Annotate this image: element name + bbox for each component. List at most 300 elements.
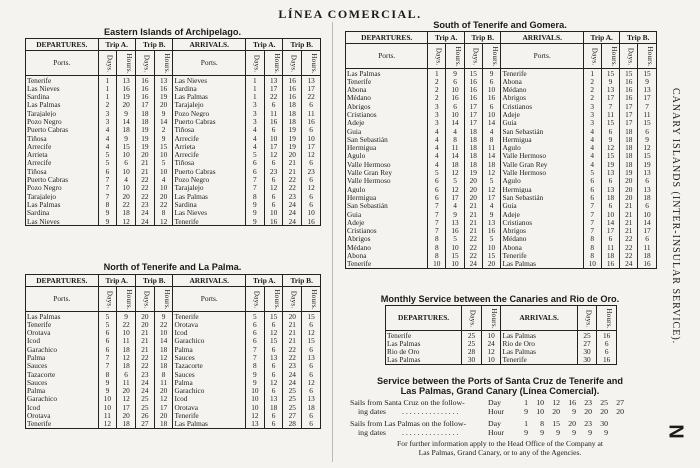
header-hours — [481, 306, 501, 331]
schedule-value: 17 — [464, 110, 482, 118]
schedule-value: 9 — [601, 135, 620, 143]
schedule-value: 6 — [601, 202, 620, 210]
schedule-value: 17 — [638, 94, 657, 102]
table-row — [386, 339, 617, 347]
schedule-value: 21 — [283, 167, 302, 175]
schedule-value: 20 — [136, 312, 155, 321]
header-hours — [117, 287, 136, 312]
schedule-value: 12 — [302, 378, 321, 386]
schedule-value: 19 — [136, 126, 155, 134]
schedule-value: 4 — [246, 134, 265, 142]
schedule-value: 18 — [620, 127, 638, 135]
schedule-value: 18 — [283, 109, 302, 117]
arrival-port: Sauces — [173, 370, 246, 378]
schedule-value: 8 — [246, 362, 265, 370]
schedule-value: 11 — [154, 378, 173, 386]
schedule-value: 13 — [264, 76, 283, 85]
schedule-value: 13 — [638, 86, 657, 94]
schedule-value: 22 — [154, 320, 173, 328]
schedule-value: 17 — [264, 142, 283, 150]
schedule-value: 13 — [482, 218, 501, 226]
schedule-value: 11 — [446, 144, 465, 152]
section-title-tenerife-gomera: South of Tenerife and Gomera. — [433, 20, 567, 30]
departure-port: Valle Hermoso — [346, 177, 428, 185]
arrival-port: Sauces — [173, 353, 246, 361]
schedule-value: 7 — [583, 202, 601, 210]
schedule-value: 6 — [302, 159, 321, 167]
header-arrivals: ARRIVALS. — [173, 39, 246, 51]
schedule-value: 17 — [601, 227, 620, 235]
schedule-value: 5 — [428, 169, 446, 177]
schedule-value: 9 — [638, 77, 657, 85]
schedule-value: 15 — [264, 337, 283, 345]
schedule-value: 15 — [601, 69, 620, 78]
header-hours — [264, 51, 283, 76]
table-row — [26, 378, 321, 386]
schedule-value: 20 — [283, 151, 302, 159]
schedule-value: 22 — [136, 184, 155, 192]
header-hours — [302, 287, 321, 312]
schedule-value: 19 — [136, 134, 155, 142]
schedule-value: 4 — [428, 152, 446, 160]
schedule-value: 21 — [136, 159, 155, 167]
schedule-value: 2 — [98, 101, 117, 109]
schedule-value: 4 — [428, 135, 446, 143]
arrival-port: Adeje — [501, 110, 583, 118]
schedule-value: 4 — [428, 144, 446, 152]
schedule-value: 12 — [482, 169, 501, 177]
schedule-value: 1 — [246, 76, 265, 85]
schedule-value: 11 — [117, 378, 136, 386]
schedule-value: 8 — [246, 192, 265, 200]
schedule-value: 19 — [136, 142, 155, 150]
departure-port: San Sebastián — [346, 202, 428, 210]
schedule-value: 1 — [98, 76, 117, 85]
schedule-value: 6 — [446, 77, 465, 85]
schedule-value: 3 — [246, 101, 265, 109]
schedule-value: 1 — [428, 69, 446, 78]
schedule-value: 17 — [620, 102, 638, 110]
schedule-value: 15 — [638, 69, 657, 78]
schedule-value: 9 — [98, 387, 117, 395]
departure-port: Tenerife — [346, 77, 428, 85]
schedule-value: 10 — [246, 395, 265, 403]
departure-port: Tenerife — [26, 76, 99, 85]
schedule-value: 4 — [583, 160, 601, 168]
header-ports: Ports. — [173, 287, 246, 312]
departure-port: Sauces — [26, 362, 99, 370]
schedule-value: 15 — [264, 312, 283, 321]
arrival-port: Guia — [501, 202, 583, 210]
table-row — [346, 127, 657, 135]
table-row — [346, 102, 657, 110]
schedule-value: 10 — [302, 134, 321, 142]
table-row — [26, 337, 321, 345]
schedule-value: 16 — [482, 94, 501, 102]
schedule-value: 10 — [482, 243, 501, 251]
schedule-value: 6 — [446, 102, 465, 110]
header-days — [98, 287, 117, 312]
schedule-value: 20 — [154, 101, 173, 109]
schedule-value: 20 — [283, 312, 302, 321]
departure-port: Las Nieves — [26, 217, 99, 226]
schedule-value: 22 — [464, 235, 482, 243]
schedule-value: 23 — [136, 200, 155, 208]
schedule-value: 5 — [246, 312, 265, 321]
schedule-value: 7 — [246, 345, 265, 353]
departure-port: Hermigua — [346, 144, 428, 152]
table-tenerife-gomera — [345, 31, 657, 269]
schedule-value: 3 — [428, 102, 446, 110]
table-row — [346, 110, 657, 118]
schedule-value: 9 — [604, 428, 608, 437]
arrival-port: Tenerife — [173, 412, 246, 420]
arrival-port: Médano — [501, 86, 583, 94]
schedule-value: 6 — [601, 177, 620, 185]
schedule-value: 18 — [482, 160, 501, 168]
schedule-value: 3 — [246, 109, 265, 117]
header-hours-label: Hours. — [490, 46, 499, 67]
schedule-value: 15 — [464, 69, 482, 78]
arrival-port: Arrecife — [173, 151, 246, 159]
schedule-value: 16 — [446, 94, 465, 102]
schedule-value: 23 — [136, 370, 155, 378]
schedule-value: 24 — [283, 370, 302, 378]
schedule-value: 20 — [568, 419, 576, 428]
schedule-value: 4 — [98, 142, 117, 150]
schedule-value: 24 — [481, 339, 501, 347]
schedule-value: 12 — [446, 169, 465, 177]
schedule-value: 16 — [283, 76, 302, 85]
schedule-value: 10 — [446, 86, 465, 94]
arrival-port: Abrigos — [501, 227, 583, 235]
schedule-value: 7 — [601, 102, 620, 110]
schedule-value: 25 — [577, 331, 597, 340]
schedule-value: 25 — [283, 387, 302, 395]
arrival-port: Arrieta — [173, 142, 246, 150]
table-row — [26, 126, 321, 134]
schedule-value: 16 — [154, 84, 173, 92]
header-days-label: Days. — [105, 54, 114, 73]
table-row — [346, 135, 657, 143]
schedule-value: 9 — [482, 69, 501, 78]
schedule-value: 14 — [154, 337, 173, 345]
header-trip-a: Trip A. — [583, 32, 620, 44]
schedule-value: 22 — [283, 345, 302, 353]
schedule-value: 22 — [302, 93, 321, 101]
schedule-value: 5 — [98, 159, 117, 167]
schedule-value: 16 — [264, 117, 283, 125]
schedule-value: 6 — [597, 339, 617, 347]
table-tenerife-lapalma — [25, 274, 321, 429]
schedule-value: 20 — [620, 185, 638, 193]
schedule-value: 17 — [136, 101, 155, 109]
header-trip-b: Trip B. — [620, 32, 657, 44]
schedule-value: 8 — [428, 235, 446, 243]
arrival-port: Agulo — [501, 177, 583, 185]
schedule-value: 4 — [154, 176, 173, 184]
schedule-value: 10 — [601, 210, 620, 218]
schedule-value: 7 — [246, 353, 265, 361]
schedule-value: 10 — [446, 260, 465, 269]
schedule-value: 9 — [246, 217, 265, 226]
table-row — [26, 395, 321, 403]
header-hours-label: Hours. — [310, 289, 319, 310]
schedule-value: 10 — [481, 331, 501, 340]
schedule-value: 20 — [464, 193, 482, 201]
schedule-value: 8 — [428, 252, 446, 260]
departure-port: Las Palmas — [386, 356, 462, 365]
schedule-value: 7 — [98, 353, 117, 361]
schedule-value: 4 — [98, 126, 117, 134]
header-departures: DEPARTURES. — [26, 39, 99, 51]
schedule-value: 22 — [117, 320, 136, 328]
header-hours-label: Hours. — [125, 53, 134, 74]
departure-port: Tenerife — [346, 260, 428, 269]
schedule-value: 1 — [246, 84, 265, 92]
departure-port: Garachico — [26, 345, 99, 353]
arrival-port: Las Nieves — [173, 76, 246, 85]
table-row — [346, 152, 657, 160]
schedule-value: 15 — [482, 252, 501, 260]
header-days-label: Days. — [105, 290, 114, 309]
schedule-value: 7 — [583, 218, 601, 226]
schedule-value: 2 — [428, 94, 446, 102]
schedule-value: 4 — [482, 127, 501, 135]
schedule-value: 20 — [136, 320, 155, 328]
schedule-value: 6 — [583, 177, 601, 185]
section-title-tenerife-lapalma: North of Tenerife and La Palma. — [103, 262, 242, 272]
info-note-2: Las Palmas, Grand Canary, or to any of the Agencies. — [418, 448, 582, 457]
header-days-label: Days. — [468, 309, 477, 328]
schedule-value: 16 — [464, 77, 482, 85]
header-hours-label: Hours. — [310, 53, 319, 74]
section-title-archipelago: Eastern Islands of Archipelago. — [104, 27, 241, 37]
arrival-port: Tiñosa — [173, 126, 246, 134]
schedule-value: 18 — [601, 193, 620, 201]
schedule-value: 14 — [154, 117, 173, 125]
departure-port: Las Palmas — [26, 101, 99, 109]
table-row — [26, 320, 321, 328]
departure-port: Icod — [26, 403, 99, 411]
schedule-value: 3 — [583, 110, 601, 118]
arrival-port: Valle Hermoso — [501, 152, 583, 160]
schedule-value: 9 — [117, 134, 136, 142]
schedule-value: 6 — [264, 420, 283, 429]
schedule-value: 25 — [136, 395, 155, 403]
departure-port: Arrecife — [26, 159, 99, 167]
schedule-value: 15 — [117, 142, 136, 150]
header-days — [283, 287, 302, 312]
schedule-value: 12 — [264, 329, 283, 337]
schedule-value: 4 — [583, 127, 601, 135]
arrival-port: Abona — [501, 77, 583, 85]
departure-port: Orotava — [26, 329, 99, 337]
schedule-value: 6 — [601, 235, 620, 243]
schedule-value: 5 — [446, 177, 465, 185]
table-row — [346, 193, 657, 201]
arrival-port: Orotava — [173, 403, 246, 411]
departure-port: Agulo — [346, 185, 428, 193]
table-row — [26, 84, 321, 92]
schedule-value: 5 — [246, 151, 265, 159]
schedule-value: 17 — [601, 94, 620, 102]
schedule-value: 11 — [117, 337, 136, 345]
schedule-value: 14 — [482, 152, 501, 160]
schedule-value: 7 — [98, 192, 117, 200]
schedule-value: 18 — [464, 152, 482, 160]
table-row — [26, 93, 321, 101]
schedule-value: 6 — [302, 345, 321, 353]
schedule-value: 10 — [536, 398, 544, 407]
header-days-label: Days. — [434, 47, 443, 66]
schedule-value: 7 — [638, 102, 657, 110]
arrival-port: Las Palmas — [501, 260, 583, 269]
schedule-value: 18 — [117, 362, 136, 370]
schedule-value: 22 — [283, 176, 302, 184]
schedule-value: 24 — [136, 378, 155, 386]
schedule-value: 15 — [601, 152, 620, 160]
schedule-value: 25 — [283, 403, 302, 411]
arrival-port: Valle Gran Rey — [501, 160, 583, 168]
departure-port: Médano — [346, 243, 428, 251]
schedule-value: 12 — [302, 184, 321, 192]
table-row — [26, 403, 321, 411]
arrival-port: Adeje — [501, 210, 583, 218]
schedule-value: 19 — [638, 160, 657, 168]
arrival-port: Médano — [501, 235, 583, 243]
header-days — [577, 306, 597, 331]
table-row — [26, 192, 321, 200]
schedule-value: 10 — [154, 167, 173, 175]
santa-cruz-row2-text-b: ing dates — [358, 428, 386, 437]
header-days — [583, 44, 601, 69]
schedule-value: 16 — [264, 217, 283, 226]
schedule-value: 6 — [264, 412, 283, 420]
schedule-value: 16 — [302, 217, 321, 226]
schedule-value: 16 — [117, 84, 136, 92]
table-row — [26, 142, 321, 150]
schedule-value: 10 — [98, 403, 117, 411]
schedule-value: 5 — [583, 169, 601, 177]
schedule-value: 9 — [482, 210, 501, 218]
schedule-value: 16 — [597, 331, 617, 340]
header-hours-label: Hours. — [162, 289, 171, 310]
schedule-value: 23 — [264, 167, 283, 175]
schedule-value: 6 — [264, 159, 283, 167]
schedule-value: 13 — [154, 76, 173, 85]
schedule-value: 9 — [446, 69, 465, 78]
schedule-value: 25 — [462, 331, 482, 340]
schedule-value: 10 — [117, 329, 136, 337]
departure-port: Abrigos — [346, 235, 428, 243]
schedule-value: 5 — [98, 151, 117, 159]
schedule-value: 20 — [620, 193, 638, 201]
header-trip-b: Trip B. — [283, 39, 321, 51]
header-departures: DEPARTURES. — [386, 306, 462, 331]
schedule-value: 17 — [446, 193, 465, 201]
departure-port: Las Palmas — [26, 312, 99, 321]
arrival-port: Icod — [173, 329, 246, 337]
schedule-value: 24 — [136, 217, 155, 226]
header-days — [620, 44, 638, 69]
schedule-value: 6 — [117, 370, 136, 378]
schedule-value: 1 — [98, 84, 117, 92]
header-days — [428, 44, 446, 69]
schedule-value: 6 — [583, 193, 601, 201]
schedule-value: 8 — [540, 419, 544, 428]
schedule-value: 21 — [136, 167, 155, 175]
info-note-1: For further information apply to the Head Office of the Company at — [397, 439, 603, 448]
schedule-value: 18 — [283, 117, 302, 125]
schedule-value: 14 — [446, 152, 465, 160]
santa-cruz-row2-text-a: Sails from Las Palmas on the follow- — [350, 419, 467, 428]
schedule-value: 9 — [246, 370, 265, 378]
schedule-value: 10 — [154, 151, 173, 159]
schedule-value: 17 — [620, 110, 638, 118]
departure-port: Tenerife — [386, 331, 462, 340]
schedule-value: 2 — [154, 126, 173, 134]
schedule-value: 15 — [620, 69, 638, 78]
schedule-value: 9 — [246, 378, 265, 386]
schedule-value: 3 — [246, 117, 265, 125]
schedule-value: 6 — [264, 345, 283, 353]
arrival-port: Rio de Oro — [501, 339, 577, 347]
schedule-value: 15 — [302, 337, 321, 345]
arrival-port: San Sebastián — [501, 193, 583, 201]
schedule-value: 17 — [464, 102, 482, 110]
table-row — [346, 227, 657, 235]
schedule-value: 3 — [583, 102, 601, 110]
schedule-value: 7 — [246, 176, 265, 184]
schedule-value: 17 — [638, 227, 657, 235]
header-hours-label: Hours. — [162, 53, 171, 74]
departure-port: Sauces — [26, 378, 99, 386]
schedule-value: 19 — [601, 160, 620, 168]
schedule-value: 10 — [446, 110, 465, 118]
schedule-value: 21 — [620, 202, 638, 210]
schedule-value: 22 — [136, 176, 155, 184]
schedule-value: 20 — [464, 185, 482, 193]
schedule-value: 20 — [482, 260, 501, 269]
schedule-value: 9 — [98, 378, 117, 386]
schedule-value: 27 — [283, 412, 302, 420]
schedule-value: 17 — [620, 119, 638, 127]
schedule-value: 20 — [154, 192, 173, 200]
departure-port: Tiñosa — [26, 134, 99, 142]
schedule-value: 6 — [638, 127, 657, 135]
section-title-santa-cruz-1: Service between the Ports of Santa Cruz de Tenerife and — [377, 376, 623, 386]
schedule-value: 10 — [264, 134, 283, 142]
header-days-label: Days. — [142, 54, 151, 73]
schedule-value: 10 — [246, 387, 265, 395]
departure-port: Arrecife — [26, 142, 99, 150]
schedule-value: 21 — [136, 329, 155, 337]
schedule-value: 9 — [540, 428, 544, 437]
schedule-value: 10 — [481, 356, 501, 365]
schedule-value: 8 — [98, 200, 117, 208]
schedule-value: 10 — [264, 209, 283, 217]
schedule-value: 7 — [583, 210, 601, 218]
schedule-value: 10 — [154, 329, 173, 337]
schedule-value: 22 — [620, 243, 638, 251]
schedule-value: 15 — [302, 312, 321, 321]
arrival-port: Pozo Negro — [173, 109, 246, 117]
schedule-value: 24 — [136, 209, 155, 217]
schedule-value: 13 — [601, 86, 620, 94]
schedule-value: 21 — [136, 337, 155, 345]
departure-port: Orotava — [26, 412, 99, 420]
